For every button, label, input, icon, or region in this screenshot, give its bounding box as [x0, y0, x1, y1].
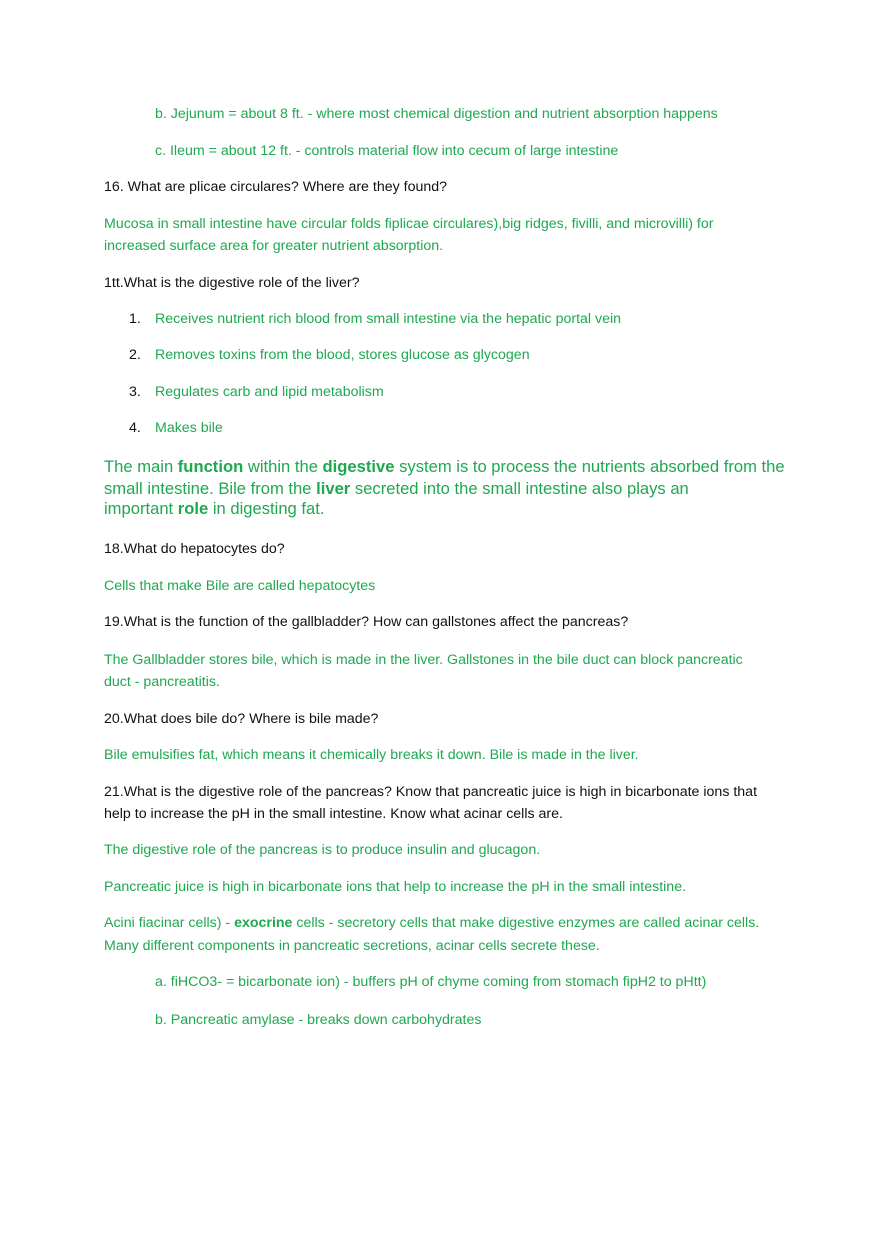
liver-role-item: Receives nutrient rich blood from small intestine via the hepatic portal vein — [155, 311, 622, 327]
answer-21-1: The digestive role of the pancreas is to produce insulin and glucagon. — [104, 842, 541, 858]
answer-21-3-line-2: Many different components in pancreatic secretions, acinar cells secrete these. — [104, 938, 600, 954]
question-21-line-2: help to increase the pH in the small intestine. Know what acinar cells are. — [104, 806, 563, 822]
bold-term: exocrine — [234, 915, 293, 931]
answer-19-line-1: The Gallbladder stores bile, which is made in the liver. Gallstones in the bile duct can block pancreatic — [104, 652, 743, 668]
liver-role-item: Regulates carb and lipid metabolism — [155, 384, 384, 400]
question-21-line-1: 21.What is the digestive role of the pancreas? Know that pancreatic juice is high in bicarbonate ions that — [104, 784, 758, 800]
jejunum-item: b. Jejunum = about 8 ft. - where most chemical digestion and nutrient absorption happens — [155, 106, 718, 122]
question-17: 1tt.What is the digestive role of the liver? — [104, 275, 360, 291]
question-19: 19.What is the function of the gallbladder? How can gallstones affect the pancreas? — [104, 614, 629, 630]
list-number: 4. — [129, 420, 141, 436]
question-16: 16. What are plicae circulares? Where are they found? — [104, 179, 448, 195]
bold-term: function — [177, 457, 244, 476]
list-number: 2. — [129, 347, 141, 363]
liver-role-item: Removes toxins from the blood, stores glucose as glycogen — [155, 347, 530, 363]
liver-paragraph-line-2: small intestine. Bile from the liver secreted into the small intestine also plays an — [104, 479, 689, 498]
answer-16-line-2: increased surface area for greater nutrient absorption. — [104, 238, 444, 254]
liver-paragraph-line-3: important role in digesting fat. — [104, 499, 325, 518]
answer-20: Bile emulsifies fat, which means it chemically breaks it down. Bile is made in the liver. — [104, 747, 639, 763]
question-18: 18.What do hepatocytes do? — [104, 541, 285, 557]
liver-paragraph-line-1: The main function within the digestive system is to process the nutrients absorbed from the — [104, 457, 785, 476]
answer-16-line-1: Mucosa in small intestine have circular folds fiplicae circulares),big ridges, fivilli, and microvilli) for — [104, 216, 714, 232]
answer-18: Cells that make Bile are called hepatocytes — [104, 578, 376, 594]
bold-term: liver — [316, 479, 351, 498]
bold-term: digestive — [322, 457, 395, 476]
list-number: 3. — [129, 384, 141, 400]
pancreas-sub-item-b: b. Pancreatic amylase - breaks down carbohydrates — [155, 1012, 482, 1028]
answer-21-2: Pancreatic juice is high in bicarbonate ions that help to increase the pH in the small intestine. — [104, 879, 687, 895]
pancreas-sub-item-a: a. fiHCO3- = bicarbonate ion) - buffers pH of chyme coming from stomach fipH2 to pHtt) — [155, 974, 707, 990]
ileum-item: c. Ileum = about 12 ft. - controls material flow into cecum of large intestine — [155, 143, 619, 159]
bold-term: role — [177, 499, 209, 518]
answer-21-3-line-1: Acini fiacinar cells) - exocrine cells - secretory cells that make digestive enzymes are called acinar cells. — [104, 915, 760, 931]
liver-role-item: Makes bile — [155, 420, 223, 436]
question-20: 20.What does bile do? Where is bile made? — [104, 711, 379, 727]
answer-19-line-2: duct - pancreatitis. — [104, 674, 220, 690]
list-number: 1. — [129, 311, 141, 327]
